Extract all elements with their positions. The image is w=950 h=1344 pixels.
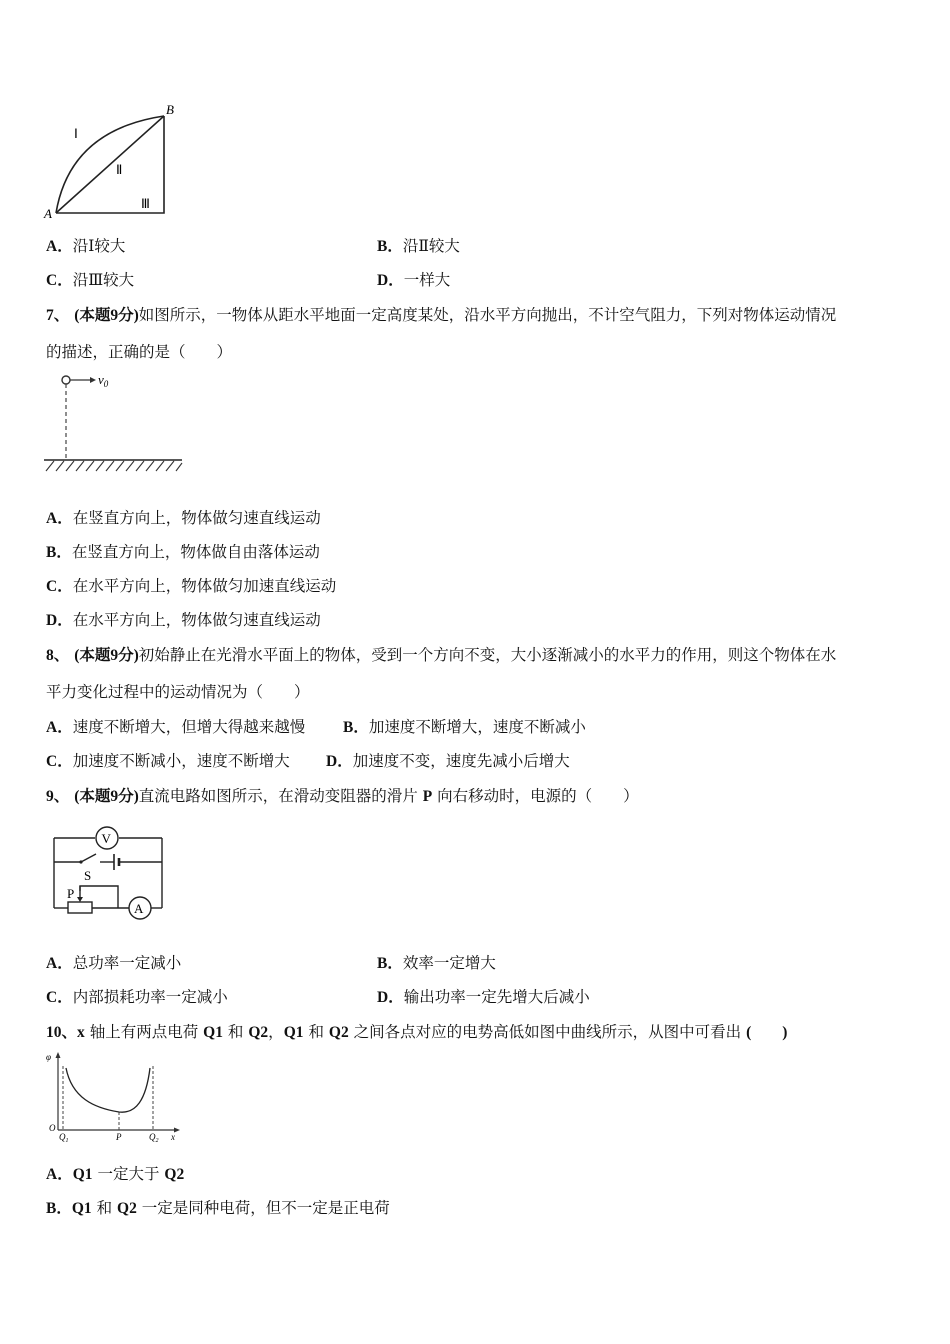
option-text: 沿Ⅲ较大 — [72, 271, 135, 289]
option-label: B． — [343, 719, 369, 736]
option-label: A． — [46, 955, 73, 972]
option-label: B． — [377, 238, 403, 255]
velocity-label: $v_0$ — [98, 372, 109, 389]
option-part: 和 — [96, 1199, 113, 1217]
q7-option-c[interactable] — [46, 576, 336, 597]
q7-stem-line1 — [46, 305, 836, 326]
q9-number: 9、 — [46, 788, 70, 805]
path-2-label: Ⅱ — [116, 162, 123, 177]
option-text: 加速度不断增大，速度不断减小 — [368, 718, 586, 736]
option-label: C． — [46, 989, 73, 1006]
projectile-ball — [62, 376, 70, 384]
q8-stem-line1 — [46, 645, 836, 666]
q10-comma: ， — [268, 1023, 284, 1041]
ammeter-label: A — [134, 901, 144, 916]
option-text: 沿Ⅱ较大 — [402, 237, 460, 255]
q8-number: 8、 — [46, 647, 70, 664]
q9-score: (本题9分) — [74, 788, 139, 805]
x-axis-label: x — [171, 1132, 175, 1142]
option-label: C． — [46, 753, 73, 770]
option-text: 沿Ⅰ较大 — [72, 237, 126, 255]
q6-figure — [40, 100, 180, 220]
option-text: 在竖直方向上，物体做匀速直线运动 — [72, 509, 321, 527]
option-text: 速度不断增大，但增大得越来越慢 — [72, 718, 306, 736]
q9-stem-p: P — [422, 788, 433, 805]
switch-label: S — [84, 868, 92, 883]
option-text: 在竖直方向上，物体做自由落体运动 — [71, 543, 320, 561]
q9-circuit — [48, 822, 178, 927]
q10-q1: Q1 — [203, 1024, 223, 1041]
q8-option-d[interactable] — [326, 751, 570, 772]
q8-stem-line2 — [46, 682, 310, 702]
q10-and1: 和 — [227, 1023, 244, 1041]
option-label: A． — [46, 238, 73, 255]
q8-option-a[interactable] — [46, 717, 305, 738]
origin-label: O — [49, 1123, 56, 1133]
q7-stem-line2 — [46, 342, 232, 362]
q10-q2: Q2 — [248, 1024, 269, 1041]
q10-and2: 和 — [308, 1023, 324, 1041]
velocity-arrowhead — [90, 377, 96, 383]
q9-option-a[interactable] — [46, 953, 181, 974]
q10-x: x — [77, 1024, 85, 1041]
q10-number: 10、 — [46, 1024, 78, 1041]
option-part: Q2 — [117, 1200, 137, 1217]
path-3-label: Ⅲ — [141, 196, 150, 211]
slider-label: P — [67, 886, 75, 901]
q7-number: 7、 — [46, 307, 70, 324]
option-part: Q1 — [72, 1166, 93, 1183]
q10-stem-a: 轴上有两点电荷 — [89, 1023, 199, 1041]
option-label: D． — [326, 753, 353, 770]
q8-score: (本题9分) — [74, 647, 139, 664]
q9-option-c[interactable] — [46, 987, 228, 1008]
option-label: C． — [46, 272, 73, 289]
option-text: 内部损耗功率一定减小 — [72, 988, 228, 1006]
q9-option-d[interactable] — [377, 987, 590, 1008]
option-part: 一定大于 — [97, 1165, 160, 1183]
q7-option-b[interactable] — [46, 542, 320, 563]
option-label: A． — [46, 510, 73, 527]
option-text: 效率一定增大 — [402, 954, 496, 972]
q6-option-d[interactable] — [377, 270, 450, 291]
switch-icon — [81, 854, 96, 862]
option-label: B． — [377, 955, 403, 972]
option-label: B． — [46, 1200, 72, 1217]
q9-stem — [46, 786, 639, 807]
ground-hatching — [46, 461, 182, 471]
q6-option-c[interactable] — [46, 270, 134, 291]
q10-paren: ( ) — [746, 1024, 788, 1041]
option-text: 加速度不变，速度先减小后增大 — [352, 752, 570, 770]
option-label: B． — [46, 544, 72, 561]
option-label: A． — [46, 719, 73, 736]
q10-stem-b: 之间各点对应的电势高低如图中曲线所示，从图中可看出 — [353, 1023, 742, 1041]
option-label: D． — [46, 612, 73, 629]
point-a-label: A — [44, 206, 52, 220]
y-axis-label: φ — [46, 1052, 51, 1062]
option-text: 输出功率一定先增大后减小 — [403, 988, 590, 1006]
q7-stem-text1: 如图所示，一物体从距水平地面一定高度某处，沿水平方向抛出，不计空气阻力，下列对物体运动情况 — [138, 306, 837, 324]
q10-q2b: Q2 — [328, 1024, 349, 1041]
q6-option-a[interactable] — [46, 236, 125, 257]
option-part: 一定是同种电荷，但不一定是正电荷 — [141, 1199, 390, 1217]
q7-option-d[interactable] — [46, 610, 321, 631]
option-label: D． — [377, 272, 404, 289]
voltmeter-label: V — [101, 831, 111, 846]
q9-stem-a: 直流电路如图所示，在滑动变阻器的滑片 — [138, 787, 418, 805]
q8-option-b[interactable] — [343, 717, 586, 738]
option-text: 在水平方向上，物体做匀加速直线运动 — [72, 577, 337, 595]
q10-q1b: Q1 — [283, 1024, 304, 1041]
p-axis-label: P — [116, 1132, 122, 1142]
q8-option-c[interactable] — [46, 751, 290, 772]
q10-option-a[interactable] — [46, 1164, 184, 1185]
q7-stem-text2: 的描述，正确的是（ ） — [46, 343, 233, 361]
q10-option-b[interactable] — [46, 1198, 390, 1219]
q7-figure — [42, 368, 187, 478]
option-label: D． — [377, 989, 404, 1006]
q9-stem-b: 向右移动时，电源的（ ） — [437, 787, 639, 805]
option-text: 一样大 — [403, 271, 451, 289]
q7-score: (本题9分) — [74, 307, 139, 324]
q1-axis-label: $Q_1$ — [59, 1132, 69, 1142]
option-label: A． — [46, 1166, 73, 1183]
q10-potential-graph — [44, 1050, 194, 1142]
option-part: Q2 — [164, 1166, 185, 1183]
path-1-label: Ⅰ — [74, 126, 78, 141]
option-text: 总功率一定减小 — [72, 954, 182, 972]
option-text: 在水平方向上，物体做匀速直线运动 — [72, 611, 321, 629]
point-b-label: B — [166, 102, 174, 117]
option-label: C． — [46, 578, 73, 595]
potential-curve — [66, 1068, 150, 1112]
q7-option-a[interactable] — [46, 508, 321, 529]
q8-stem-text2: 平力变化过程中的运动情况为（ ） — [46, 683, 310, 701]
rheostat-icon — [68, 902, 92, 913]
q8-stem-text1: 初始静止在光滑水平面上的物体，受到一个方向不变，大小逐渐减小的水平力的作用，则这个物体在水 — [138, 646, 837, 664]
q10-stem — [46, 1022, 787, 1043]
q9-option-b[interactable] — [377, 953, 496, 974]
q6-option-b[interactable] — [377, 236, 460, 257]
option-part: Q1 — [71, 1200, 92, 1217]
q2-axis-label: $Q_2$ — [149, 1132, 159, 1142]
option-text: 加速度不断减小，速度不断增大 — [72, 752, 290, 770]
